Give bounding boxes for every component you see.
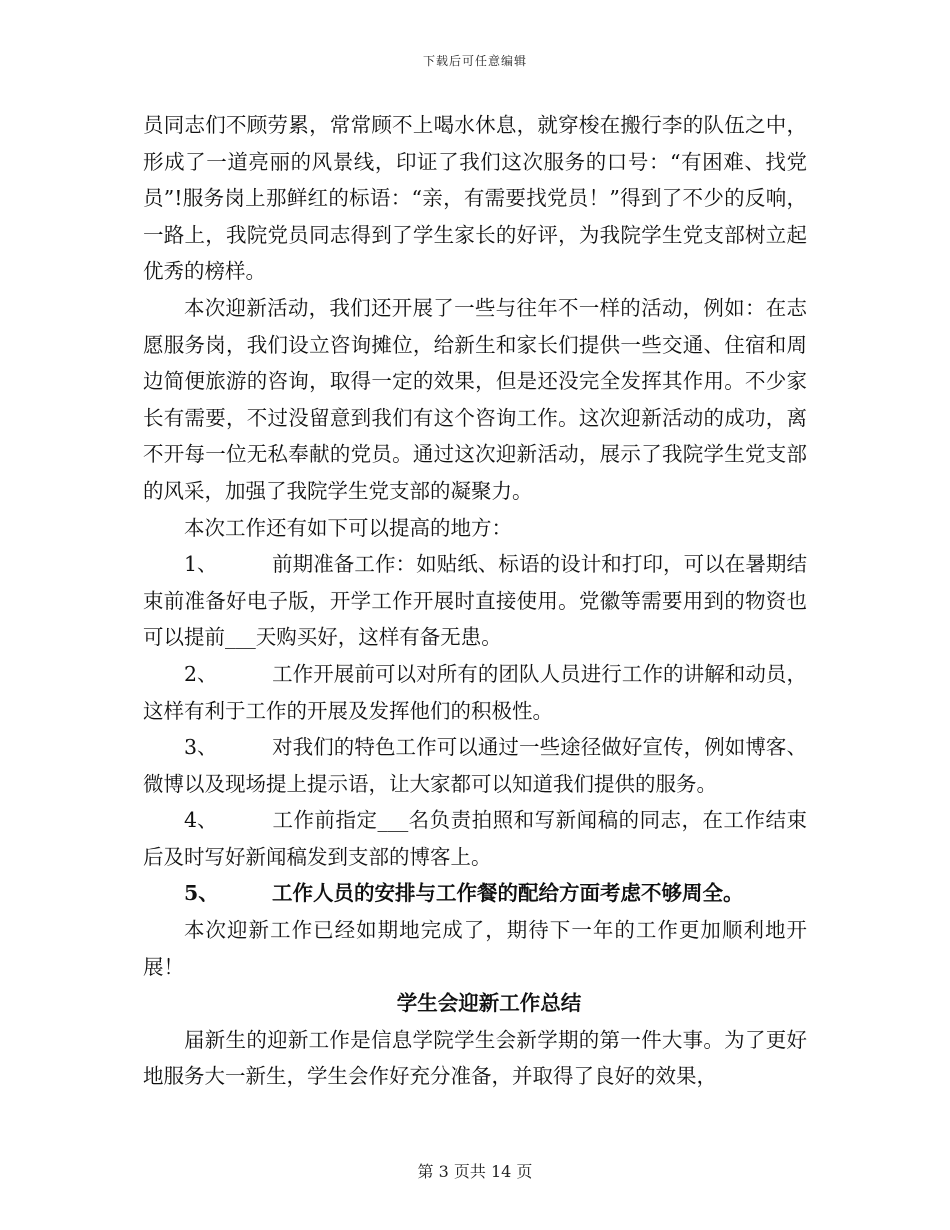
list-item-3 [143, 729, 807, 802]
page-footer: 第 3 页共 14 页 [417, 1162, 533, 1181]
paragraph-5: 届新生的迎新工作是信息学院学生会新学期的第一件大事。为了更好地服务大一新生，学生会作好充分准备，并取得了良好的效果， [143, 1027, 807, 1089]
page-header-note: 下载后可任意编辑 [422, 54, 527, 68]
paragraph-3: 本次工作还有如下可以提高的地方： [184, 515, 512, 540]
list-number-2: 2、 [184, 661, 218, 686]
list-item-1 [143, 546, 807, 656]
list-text-1: 前期准备工作：如贴纸、标语的设计和打印，可以在暑期结束前准备好电子版，开学工作开展时直接使用。党徽等需要用到的物资也可以提前___天购买好，这样有备无患。 [143, 552, 807, 650]
list-number-4: 4、 [184, 808, 218, 833]
paragraph-4: 本次迎新工作已经如期地完成了，期待下一年的工作更加顺利地开展！ [143, 918, 807, 979]
list-number-3: 3、 [184, 735, 218, 760]
list-item-4 [143, 802, 807, 875]
list-number-5: 5、 [184, 881, 219, 906]
list-item-5 [143, 875, 807, 912]
list-text-3: 对我们的特色工作可以通过一些途径做好宣传，例如博客、微博以及现场提上提示语，让大家都可以知道我们提供的服务。 [143, 735, 807, 796]
list-number-1: 1、 [184, 552, 218, 577]
document-body [143, 107, 807, 1095]
list-item-2 [143, 656, 807, 729]
list-text-2: 工作开展前可以对所有的团队人员进行工作的讲解和动员，这样有利于工作的开展及发挥他们的积极性。 [143, 661, 807, 723]
paragraph-1: 员同志们不顾劳累，常常顾不上喝水休息，就穿梭在搬行李的队伍之中，形成了一道亮丽的风景线，印证了我们这次服务的口号：“有困难、找党员”!服务岗上那鲜红的标语：“亲，有需要找党员！”得到了不少的反响，一路上，我院党员同志得到了学生家长的好评，为我院学生党支部树立起优秀的榜样。 [143, 113, 807, 284]
section-title: 学生会迎新工作总结 [396, 991, 582, 1016]
list-text-4: 工作前指定___名负责拍照和写新闻稿的同志，在工作结束后及时写好新闻稿发到支部的博客上。 [143, 808, 807, 869]
paragraph-2: 本次迎新活动，我们还开展了一些与往年不一样的活动，例如：在志愿服务岗，我们设立咨询摊位，给新生和家长们提供一些交通、住宿和周边简便旅游的咨询，取得一定的效果，但是还没完全发挥其作用。不少家长有需要，不过没留意到我们有这个咨询工作。这次迎新活动的成功，离不开每一位无私奉献的党员。通过这次迎新活动，展示了我院学生党支部的风采，加强了我院学生党支部的凝聚力。 [143, 295, 807, 503]
list-text-5: 工作人员的安排与工作餐的配给方面考虑不够周全。 [272, 881, 744, 906]
